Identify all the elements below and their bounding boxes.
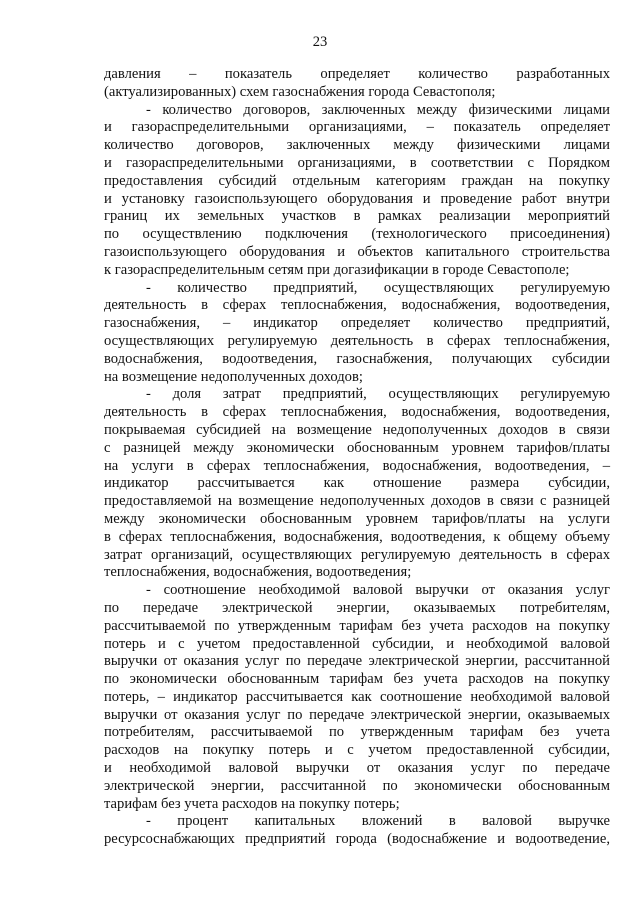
text-line: деятельность в сферах теплоснабжения, водоснабжения, водоотведения,	[104, 297, 610, 314]
text-line: и газораспределительными организациями, – показатель определяет	[104, 119, 610, 136]
text-line: газоснабжения, – индикатор определяет количество предприятий,	[104, 315, 610, 332]
text-line: количество договоров, заключенных между физическими лицами	[104, 137, 610, 154]
text-line: потерь и с учетом предоставленной субсидии, и необходимой валовой	[104, 635, 610, 652]
text-line: теплоснабжения, водоснабжения, водоотведения;	[104, 564, 412, 581]
text-line: - количество предприятий, осуществляющих регулируемую	[146, 279, 610, 296]
text-line: покрываемая субсидией на возмещение недополученных доходов в связи	[104, 421, 610, 438]
page-number: 23	[312, 34, 328, 50]
text-line: ресурсоснабжающих предприятий города (водоснабжение и водоотведение,	[104, 831, 610, 848]
text-line: рассчитываемой по утвержденным тарифам без учета расходов на покупку	[104, 617, 610, 634]
text-line: расходов на покупку потерь и с учетом предоставленной субсидии,	[104, 742, 610, 759]
text-line: в сферах теплоснабжения, водоснабжения, водоотведения, к общему объему	[104, 528, 610, 545]
text-line: по осуществлению подключения (технологического присоединения)	[104, 226, 610, 243]
text-line: и необходимой валовой выручки от оказания услуг по передаче	[104, 760, 610, 777]
text-line: - доля затрат предприятий, осуществляющих регулируемую	[146, 386, 610, 403]
text-line: электрической энергии, рассчитанной по экономически обоснованным	[104, 777, 610, 794]
text-line: водоснабжения, водоотведения, газоснабжения, получающих субсидии	[104, 350, 610, 367]
text-line: по передаче электрической энергии, оказываемых потребителям,	[104, 599, 610, 616]
text-line: предоставляемой на возмещение недополученных доходов в связи с разницей	[104, 493, 610, 510]
text-line: и газораспределительными организациями, в соответствии с Порядком	[104, 154, 610, 171]
body-text	[104, 66, 610, 849]
text-line: и установку газоиспользующего оборудования и проведение работ внутри	[104, 190, 610, 207]
text-line: индикатор рассчитывается как отношение размера субсидии,	[104, 475, 610, 492]
text-line: осуществляющих регулируемую деятельность в сферах теплоснабжения,	[104, 332, 610, 349]
text-line: к газораспределительным сетям при догазификации в городе Севастополе;	[104, 261, 570, 278]
text-line: (актуализированных) схем газоснабжения города Севастополя;	[104, 83, 496, 100]
text-line: на услуги в сферах теплоснабжения, водоснабжения, водоотведения, –	[104, 457, 610, 474]
text-line: на возмещение недополученных доходов;	[104, 368, 363, 385]
text-line: - процент капитальных вложений в валовой выручке	[146, 813, 610, 830]
text-line: выручки от оказания услуг по передаче электрической энергии, оказываемых	[104, 706, 610, 723]
text-line: затрат организаций, осуществляющих регулируемую деятельность в сферах	[104, 546, 610, 563]
text-line: по экономически обоснованным тарифам без учета расходов на покупку	[104, 671, 610, 688]
text-line: потребителям, рассчитываемой по утвержденным тарифам без учета	[104, 724, 610, 741]
text-line: предоставления субсидий отдельным категориям граждан на покупку	[104, 172, 610, 189]
text-line: давления – показатель определяет количество разработанных	[104, 66, 610, 82]
text-line: деятельность в сферах теплоснабжения, водоснабжения, водоотведения,	[104, 404, 610, 421]
text-line: - соотношение необходимой валовой выручки от оказания услуг	[146, 582, 610, 599]
text-line: газоиспользующего оборудования и объектов капитального строительства	[104, 243, 610, 260]
text-line: потерь, – индикатор рассчитывается как соотношение необходимой валовой	[104, 688, 610, 705]
text-line: - количество договоров, заключенных между физическими лицами	[146, 101, 610, 118]
text-line: выручки от оказания услуг по передаче электрической энергии, рассчитанной	[104, 653, 610, 670]
text-line: с разницей между экономически обоснованным уровнем тарифов/платы	[104, 439, 610, 456]
text-line: тарифам без учета расходов на покупку потерь;	[104, 795, 400, 812]
text-line: границ их земельных участков в рамках реализации мероприятий	[104, 208, 610, 225]
text-line: между экономически обоснованным уровнем тарифов/платы на услуги	[104, 510, 610, 527]
